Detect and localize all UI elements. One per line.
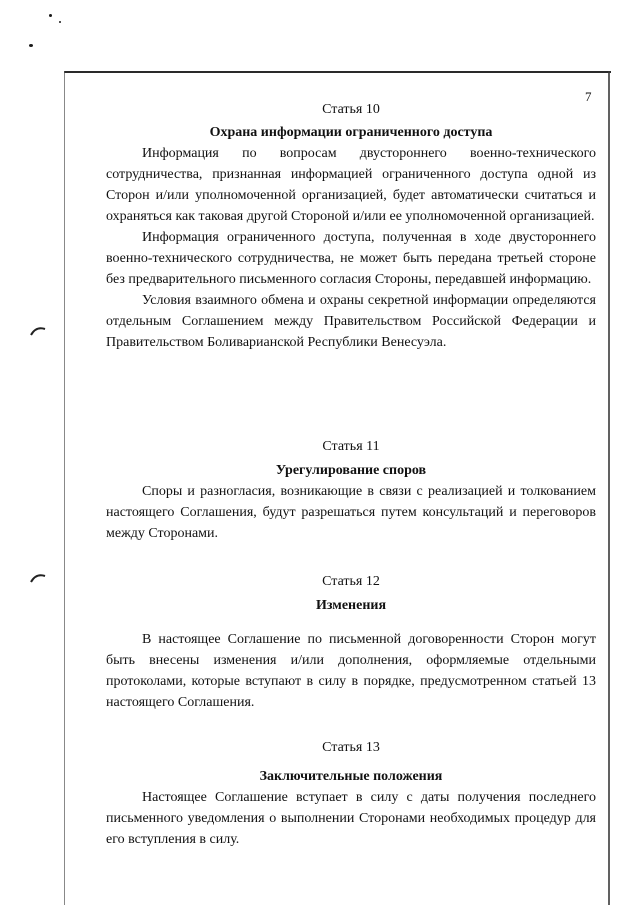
- article-title: Охрана информации ограниченного доступа: [209, 125, 493, 140]
- scan-speck: [59, 21, 61, 23]
- paragraph: Условия взаимного обмена и охраны секретной информации определяются отдельным Соглашением между Правительством Российской Федерации и Правительством Боливарианской Республики Венесуэла.: [106, 293, 596, 350]
- article-heading: Статья 13: [322, 740, 380, 755]
- paragraph: В настоящее Соглашение по письменной договоренности Сторон могут быть внесены изменения и/или дополнения, оформляемые отдельными протоколами, которые вступают в силу в порядке, предусмотренном статьей 13 настоящего Соглашения.: [106, 632, 596, 710]
- page-frame-left-edge: [64, 71, 65, 905]
- article-title: Заключительные положения: [259, 769, 443, 784]
- article-11: [106, 437, 596, 544]
- article-heading: Статья 11: [322, 439, 380, 454]
- article-title: Изменения: [315, 598, 387, 613]
- paragraph: Информация ограниченного доступа, полученная в ходе двустороннего военно-технического сотрудничества, не может быть передана третьей стороне без предварительного письменного согласия Стороны, передавшей информацию.: [106, 230, 596, 287]
- scan-speck: [49, 14, 52, 17]
- article-13: [106, 738, 596, 850]
- paragraph: Настоящее Соглашение вступает в силу с даты получения последнего письменного уведомления о выполнении Сторонами необходимых процедур для его вступления в силу.: [106, 790, 596, 847]
- paragraph: Споры и разногласия, возникающие в связи с реализацией и толкованием настоящего Соглашения, будут разрешаться путем консультаций и переговоров между Сторонами.: [106, 484, 596, 541]
- paragraph: Информация по вопросам двустороннего военно-технического сотрудничества, признанная информацией ограниченного доступа одной из Сторон и/или уполномоченной организацией, будет автоматически считаться и охраняться как таковая другой Стороной и/или ее уполномоченной организацией.: [106, 146, 596, 224]
- page-frame-top-edge: [64, 71, 611, 73]
- page-number: 7: [585, 89, 592, 104]
- page-frame-right-edge: [608, 71, 610, 905]
- binder-hole-mark: [30, 573, 46, 583]
- article-heading: Статья 10: [322, 102, 380, 117]
- article-title: Урегулирование споров: [275, 463, 427, 478]
- article-12: [106, 572, 596, 713]
- article-10: [106, 100, 596, 353]
- binder-hole-mark: [30, 326, 46, 336]
- scan-speck: [29, 44, 33, 47]
- article-heading: Статья 12: [322, 574, 380, 589]
